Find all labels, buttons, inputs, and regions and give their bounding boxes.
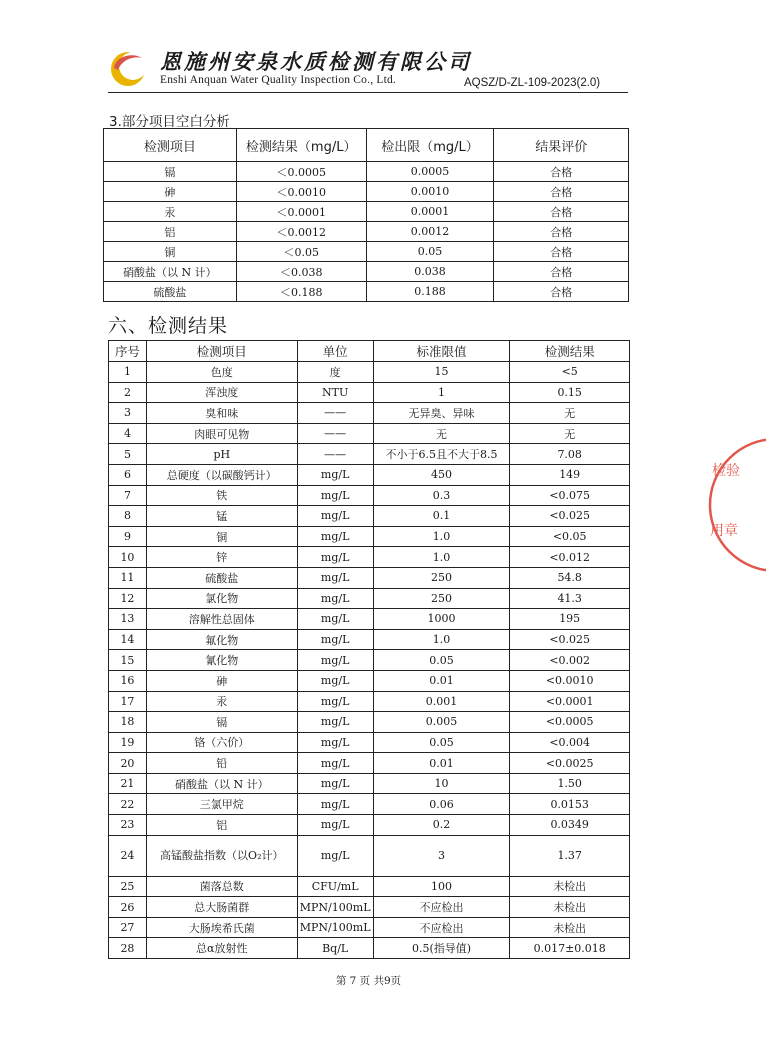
table-row xyxy=(104,222,629,242)
table-row xyxy=(109,794,630,815)
table-cell: 19 xyxy=(109,732,147,753)
table-cell: 铬（六价） xyxy=(146,732,297,753)
table-cell: 15 xyxy=(373,362,510,383)
table-cell: ＜0.0010 xyxy=(236,182,366,202)
column-header: 单位 xyxy=(297,341,373,362)
column-header: 序号 xyxy=(109,341,147,362)
table-row xyxy=(109,650,630,671)
table-cell: <0.0001 xyxy=(510,691,630,712)
report-header xyxy=(108,44,628,94)
table-row xyxy=(109,691,630,712)
table-cell: mg/L xyxy=(297,650,373,671)
table-cell: 1000 xyxy=(373,609,510,630)
table-cell: 砷 xyxy=(146,670,297,691)
table-cell: mg/L xyxy=(297,547,373,568)
table-cell: mg/L xyxy=(297,753,373,774)
table-cell: mg/L xyxy=(297,629,373,650)
table-cell: mg/L xyxy=(297,670,373,691)
table-row xyxy=(109,382,630,403)
table-cell: 1 xyxy=(109,362,147,383)
table-cell: mg/L xyxy=(297,835,373,876)
table-cell: mg/L xyxy=(297,485,373,506)
table-cell: <0.0005 xyxy=(510,712,630,733)
table-row xyxy=(109,773,630,794)
table-cell: ＜0.05 xyxy=(236,242,366,262)
table-cell: 氰化物 xyxy=(146,650,297,671)
table-cell: 0.001 xyxy=(373,691,510,712)
table-cell: 15 xyxy=(109,650,147,671)
table-cell: 总α放射性 xyxy=(146,938,297,959)
table-cell: 大肠埃希氏菌 xyxy=(146,917,297,938)
table-cell: <0.0010 xyxy=(510,670,630,691)
table-cell: <0.004 xyxy=(510,732,630,753)
table-cell: 20 xyxy=(109,753,147,774)
table-cell: 0.05 xyxy=(366,242,494,262)
table-cell: 硝酸盐（以 N 计） xyxy=(104,262,237,282)
table-cell: 13 xyxy=(109,609,147,630)
table-cell: 0.15 xyxy=(510,382,630,403)
table-cell: 0.01 xyxy=(373,670,510,691)
column-header: 检测项目 xyxy=(146,341,297,362)
table-cell: ＜0.0005 xyxy=(236,162,366,182)
table-cell: mg/L xyxy=(297,732,373,753)
table-cell: 合格 xyxy=(494,202,629,222)
table-cell: <0.05 xyxy=(510,526,630,547)
table-cell: 铁 xyxy=(146,485,297,506)
header-divider xyxy=(108,92,628,93)
table-cell: MPN/100mL xyxy=(297,897,373,918)
table-cell: 9 xyxy=(109,526,147,547)
table-cell: 未检出 xyxy=(510,917,630,938)
table-row xyxy=(109,629,630,650)
table-cell: 10 xyxy=(373,773,510,794)
table-cell: 195 xyxy=(510,609,630,630)
table-cell: 1.50 xyxy=(510,773,630,794)
table-cell: 0.0012 xyxy=(366,222,494,242)
table-cell: 浑浊度 xyxy=(146,382,297,403)
table-row xyxy=(109,815,630,836)
table-cell: 16 xyxy=(109,670,147,691)
table-cell: NTU xyxy=(297,382,373,403)
table-row xyxy=(109,609,630,630)
table-cell: mg/L xyxy=(297,588,373,609)
table-cell: 未检出 xyxy=(510,897,630,918)
table-cell: 合格 xyxy=(494,182,629,202)
company-name-cn: 恩施州安泉水质检测有限公司 xyxy=(160,49,472,74)
column-header: 检测结果（mg/L） xyxy=(236,129,366,162)
table-row xyxy=(109,732,630,753)
table-cell: 铜 xyxy=(146,526,297,547)
table-cell: 溶解性总固体 xyxy=(146,609,297,630)
table-cell: 合格 xyxy=(494,282,629,302)
table-cell: —— xyxy=(297,403,373,424)
table-row xyxy=(104,262,629,282)
table-row xyxy=(104,242,629,262)
table-cell: 铜 xyxy=(104,242,237,262)
table-cell: 0.017±0.018 xyxy=(510,938,630,959)
table-cell: mg/L xyxy=(297,464,373,485)
table-cell: 450 xyxy=(373,464,510,485)
table-cell: 硝酸盐（以 N 计） xyxy=(146,773,297,794)
table-cell: 铝 xyxy=(104,222,237,242)
table-cell: 3 xyxy=(373,835,510,876)
table-cell: 镉 xyxy=(146,712,297,733)
table-cell: 1.0 xyxy=(373,526,510,547)
table-cell: 镉 xyxy=(104,162,237,182)
table-cell: 不应检出 xyxy=(373,897,510,918)
table-row xyxy=(104,282,629,302)
table-header-row xyxy=(104,129,629,162)
table-cell: 1.0 xyxy=(373,629,510,650)
table-row xyxy=(104,202,629,222)
table-row xyxy=(109,403,630,424)
table-cell: 0.0010 xyxy=(366,182,494,202)
column-header: 标准限值 xyxy=(373,341,510,362)
table-cell: 无 xyxy=(510,403,630,424)
table-cell: 0.188 xyxy=(366,282,494,302)
table-cell: <0.025 xyxy=(510,629,630,650)
table-cell: mg/L xyxy=(297,815,373,836)
table-cell: 无异臭、异味 xyxy=(373,403,510,424)
table-cell: ＜0.0012 xyxy=(236,222,366,242)
table-cell: 7.08 xyxy=(510,444,630,465)
document-code: AQSZ/D-ZL-109-2023(2.0) xyxy=(464,77,601,89)
table-cell: 0.3 xyxy=(373,485,510,506)
table-cell: 11 xyxy=(109,567,147,588)
table-cell: 汞 xyxy=(146,691,297,712)
blank-analysis-table xyxy=(103,128,629,302)
table-cell: 250 xyxy=(373,588,510,609)
column-header: 检测结果 xyxy=(510,341,630,362)
table-cell: 26 xyxy=(109,897,147,918)
table-cell: 100 xyxy=(373,876,510,897)
table-row xyxy=(109,897,630,918)
column-header: 检出限（mg/L） xyxy=(366,129,494,162)
table-cell: 砷 xyxy=(104,182,237,202)
table-cell: <0.0025 xyxy=(510,753,630,774)
table-cell: 10 xyxy=(109,547,147,568)
table-cell: 0.005 xyxy=(373,712,510,733)
table-cell: 度 xyxy=(297,362,373,383)
table-cell: 0.1 xyxy=(373,506,510,527)
table-header-row xyxy=(109,341,630,362)
table-row xyxy=(109,712,630,733)
blank-analysis-title: 3.部分项目空白分析 xyxy=(109,114,230,130)
table-row xyxy=(104,162,629,182)
table-row xyxy=(109,753,630,774)
column-header: 检测项目 xyxy=(104,129,237,162)
table-cell: ＜0.188 xyxy=(236,282,366,302)
table-cell: 硫酸盐 xyxy=(146,567,297,588)
table-cell: mg/L xyxy=(297,773,373,794)
table-cell: <0.025 xyxy=(510,506,630,527)
table-row xyxy=(109,917,630,938)
table-cell: 无 xyxy=(373,423,510,444)
table-cell: 0.0349 xyxy=(510,815,630,836)
table-cell: mg/L xyxy=(297,712,373,733)
table-cell: 23 xyxy=(109,815,147,836)
table-cell: <0.012 xyxy=(510,547,630,568)
table-cell: 合格 xyxy=(494,242,629,262)
table-row xyxy=(109,464,630,485)
table-cell: 1.37 xyxy=(510,835,630,876)
table-cell: mg/L xyxy=(297,691,373,712)
table-cell: Bq/L xyxy=(297,938,373,959)
seal-ring-icon xyxy=(706,430,766,580)
table-cell: 6 xyxy=(109,464,147,485)
table-cell: 不应检出 xyxy=(373,917,510,938)
table-cell: 0.05 xyxy=(373,732,510,753)
table-cell: 18 xyxy=(109,712,147,733)
table-cell: 7 xyxy=(109,485,147,506)
table-cell: 1 xyxy=(373,382,510,403)
table-cell: 0.0153 xyxy=(510,794,630,815)
table-cell: ＜0.038 xyxy=(236,262,366,282)
table-cell: 氯化物 xyxy=(146,588,297,609)
table-cell: pH xyxy=(146,444,297,465)
table-cell: 不小于6.5且不大于8.5 xyxy=(373,444,510,465)
table-cell: 未检出 xyxy=(510,876,630,897)
table-cell: 24 xyxy=(109,835,147,876)
table-cell: 41.3 xyxy=(510,588,630,609)
table-cell: —— xyxy=(297,444,373,465)
table-cell: mg/L xyxy=(297,794,373,815)
table-row xyxy=(109,444,630,465)
table-cell: 0.06 xyxy=(373,794,510,815)
table-cell: 14 xyxy=(109,629,147,650)
table-row xyxy=(109,362,630,383)
table-cell: 149 xyxy=(510,464,630,485)
table-cell: 无 xyxy=(510,423,630,444)
table-row xyxy=(109,526,630,547)
table-cell: 1.0 xyxy=(373,547,510,568)
table-row xyxy=(109,567,630,588)
table-cell: 0.0001 xyxy=(366,202,494,222)
table-cell: 铅 xyxy=(146,753,297,774)
table-row xyxy=(109,938,630,959)
table-cell: 合格 xyxy=(494,222,629,242)
table-cell: 0.05 xyxy=(373,650,510,671)
table-cell: 250 xyxy=(373,567,510,588)
table-cell: 硫酸盐 xyxy=(104,282,237,302)
table-cell: <5 xyxy=(510,362,630,383)
table-cell: <0.075 xyxy=(510,485,630,506)
table-cell: 总大肠菌群 xyxy=(146,897,297,918)
results-table xyxy=(108,340,630,959)
table-row xyxy=(109,588,630,609)
column-header: 结果评价 xyxy=(494,129,629,162)
table-cell: 0.2 xyxy=(373,815,510,836)
table-cell: 54.8 xyxy=(510,567,630,588)
table-cell: 臭和味 xyxy=(146,403,297,424)
table-cell: MPN/100mL xyxy=(297,917,373,938)
company-logo-icon xyxy=(108,48,154,88)
table-cell: 4 xyxy=(109,423,147,444)
table-cell: 3 xyxy=(109,403,147,424)
table-cell: 合格 xyxy=(494,162,629,182)
table-cell: 锌 xyxy=(146,547,297,568)
table-cell: 氟化物 xyxy=(146,629,297,650)
table-cell: 三氯甲烷 xyxy=(146,794,297,815)
table-cell: 28 xyxy=(109,938,147,959)
seal-text-1: 检验 xyxy=(712,463,740,479)
table-cell: 25 xyxy=(109,876,147,897)
table-cell: 色度 xyxy=(146,362,297,383)
table-cell: 总硬度（以碳酸钙计） xyxy=(146,464,297,485)
seal-text-2: 用章 xyxy=(710,523,738,539)
table-cell: 8 xyxy=(109,506,147,527)
table-cell: mg/L xyxy=(297,567,373,588)
table-cell: <0.002 xyxy=(510,650,630,671)
table-cell: 汞 xyxy=(104,202,237,222)
table-cell: 0.0005 xyxy=(366,162,494,182)
table-cell: 2 xyxy=(109,382,147,403)
table-row xyxy=(109,670,630,691)
table-cell: CFU/mL xyxy=(297,876,373,897)
table-row xyxy=(109,423,630,444)
table-row xyxy=(109,547,630,568)
table-cell: 0.5(指导值) xyxy=(373,938,510,959)
table-row xyxy=(104,182,629,202)
table-cell: mg/L xyxy=(297,526,373,547)
table-cell: 22 xyxy=(109,794,147,815)
table-cell: 高锰酸盐指数（以O₂计） xyxy=(146,835,297,876)
table-cell: 12 xyxy=(109,588,147,609)
table-cell: 合格 xyxy=(494,262,629,282)
page-number: 第 7 页 共9页 xyxy=(335,975,402,987)
table-row xyxy=(109,485,630,506)
table-cell: 锰 xyxy=(146,506,297,527)
results-section-title: 六、检测结果 xyxy=(108,315,229,337)
table-cell: 菌落总数 xyxy=(146,876,297,897)
company-name-en: Enshi Anquan Water Quality Inspection Co., Ltd. xyxy=(160,74,396,86)
official-seal-partial xyxy=(706,430,766,580)
table-cell: 5 xyxy=(109,444,147,465)
table-cell: 肉眼可见物 xyxy=(146,423,297,444)
table-row xyxy=(109,506,630,527)
table-cell: 17 xyxy=(109,691,147,712)
table-cell: mg/L xyxy=(297,609,373,630)
table-cell: 27 xyxy=(109,917,147,938)
table-cell: ＜0.0001 xyxy=(236,202,366,222)
table-cell: —— xyxy=(297,423,373,444)
table-cell: 铝 xyxy=(146,815,297,836)
table-cell: mg/L xyxy=(297,506,373,527)
table-cell: 0.01 xyxy=(373,753,510,774)
table-cell: 21 xyxy=(109,773,147,794)
table-row xyxy=(109,876,630,897)
table-row xyxy=(109,835,630,876)
table-cell: 0.038 xyxy=(366,262,494,282)
